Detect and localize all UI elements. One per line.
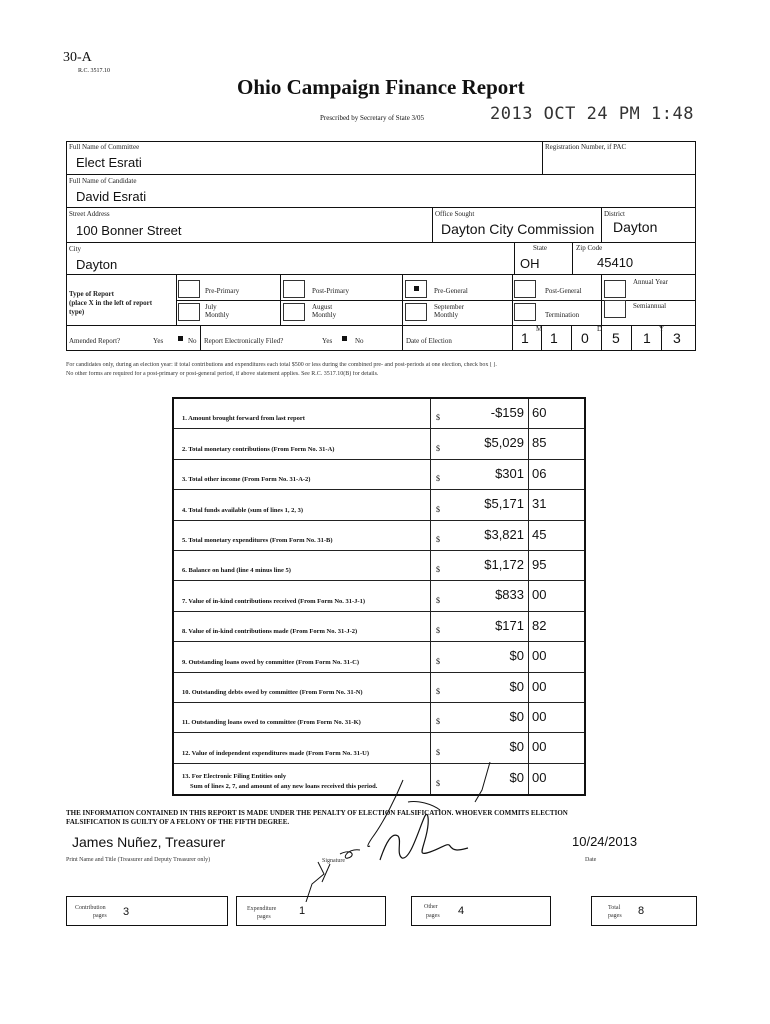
summary-row-label: 7. Value of in-kind contributions received (From Form No. 31-J-1) (182, 597, 366, 605)
page-title: Ohio Campaign Finance Report (237, 75, 525, 99)
summary-amount: $5,171 (484, 496, 524, 512)
date-label: Date (585, 857, 597, 863)
summary-row (174, 673, 584, 703)
signature-label: Signature (322, 858, 345, 864)
contribution-pages-label-2: pages (93, 913, 107, 919)
termination-label: Termination (545, 311, 580, 319)
july-monthly-checkbox[interactable] (178, 303, 200, 321)
dollar-sign: $ (436, 686, 440, 696)
candidate-name: David Esrati (76, 189, 147, 204)
summary-row (174, 581, 584, 611)
summary-cents: 00 (532, 769, 547, 785)
dollar-sign: $ (436, 474, 440, 484)
summary-row (174, 703, 584, 733)
summary-row-label: 1. Amount brought forward from last report (182, 415, 305, 423)
summary-row-label: 11. Outstanding loans owed to committee (From Form No. 31-K) (182, 719, 361, 727)
summary-row (174, 460, 584, 490)
august-label: August (312, 303, 333, 311)
electronic-no[interactable]: No (355, 337, 364, 345)
dollar-sign: $ (436, 779, 440, 789)
summary-amount: $301 (495, 465, 524, 481)
pre-primary-label: Pre-Primary (205, 287, 240, 295)
semiannual-checkbox[interactable] (604, 300, 626, 318)
rc-number: R.C. 3517.10 (78, 68, 111, 74)
summary-cents: 00 (532, 708, 547, 724)
contribution-pages-label: Contribution (75, 905, 106, 911)
office-sought: Dayton City Commission (441, 221, 595, 237)
contribution-pages-box (66, 896, 228, 926)
september-monthly-label: Monthly (434, 311, 459, 319)
dollar-sign: $ (436, 717, 440, 727)
summary-amount: $0 (509, 739, 524, 755)
dollar-sign: $ (436, 626, 440, 636)
amended-no[interactable]: No (188, 337, 197, 345)
other-pages-box (411, 896, 551, 926)
pre-primary-checkbox[interactable] (178, 280, 200, 298)
summary-cents: 00 (532, 587, 547, 603)
annual-year-label: Annual Year (633, 278, 668, 286)
form-number: 30-A (63, 50, 92, 65)
other-pages-label: Other (424, 904, 438, 910)
summary-row-label: 6. Balance on hand (line 4 minus line 5) (182, 567, 291, 575)
treasurer-name: James Nuñez, Treasurer (72, 834, 226, 850)
committee-name: Elect Esrati (76, 155, 142, 170)
street-address: 100 Bonner Street (76, 223, 182, 238)
zip-code: 45410 (597, 255, 634, 270)
electronic-no-mark-icon (342, 336, 347, 341)
summary-cents: 31 (532, 496, 547, 512)
certification-line2: FALSIFICATION IS GUILTY OF A FELONY OF THE FIFTH DEGREE. (66, 818, 290, 826)
election-date-digit: 3 (673, 330, 681, 346)
dollar-sign: $ (436, 413, 440, 423)
summary-cents: 00 (532, 678, 547, 694)
total-pages-label: Total (608, 905, 621, 911)
election-date-digit: 1 (550, 330, 558, 346)
year-label: Y (659, 325, 665, 333)
district-label: District (604, 210, 625, 218)
summary-cents: 45 (532, 526, 547, 542)
report-type-label-2: (place X in the left of report (69, 299, 153, 307)
september-monthly-checkbox[interactable] (405, 303, 427, 321)
summary-row-label: 9. Outstanding loans owed by committee (From Form No. 31-C) (182, 658, 359, 666)
summary-row (174, 490, 584, 520)
state-label: State (533, 244, 547, 252)
electronic-yes[interactable]: Yes (322, 337, 333, 345)
summary-row (174, 551, 584, 581)
registration-label: Registration Number, if PAC (545, 143, 627, 151)
summary-row (174, 399, 584, 429)
summary-row-label: 2. Total monetary contributions (From Form No. 31-A) (182, 445, 335, 453)
dollar-sign: $ (436, 504, 440, 514)
summary-amount: $0 (509, 678, 524, 694)
checked-mark-icon (414, 286, 419, 291)
signature-date: 10/24/2013 (572, 834, 638, 849)
post-primary-label: Post-Primary (312, 287, 349, 295)
city: Dayton (76, 257, 118, 272)
election-date-digit: 0 (581, 330, 589, 346)
amended-yes[interactable]: Yes (153, 337, 164, 345)
annual-checkbox[interactable] (604, 280, 626, 298)
summary-cents: 00 (532, 648, 547, 664)
pre-general-checkbox[interactable] (405, 280, 427, 298)
summary-row (174, 429, 584, 459)
signature-scribble (300, 762, 510, 902)
zip-label: Zip Code (576, 244, 603, 252)
dollar-sign: $ (436, 443, 440, 453)
contribution-pages-count: 3 (123, 906, 130, 918)
summary-amount: $3,821 (484, 526, 524, 542)
report-type-label-1: Type of Report (69, 290, 114, 298)
street-label: Street Address (69, 210, 110, 218)
election-date-digit: 5 (612, 330, 620, 346)
election-date-digit: 1 (643, 330, 651, 346)
summary-row-label: 13. For Electronic Filing Entities only (182, 773, 287, 781)
state: OH (520, 256, 540, 271)
summary-row (174, 642, 584, 672)
timestamp-stamp: 2013 OCT 24 PM 1:48 (490, 104, 694, 124)
pre-general-label: Pre-General (434, 287, 468, 295)
day-label: D (597, 325, 603, 333)
report-type-label-3: type) (69, 308, 85, 316)
amended-no-mark-icon (178, 336, 183, 341)
summary-amount: $1,172 (484, 556, 524, 572)
summary-row-label: 5. Total monetary expenditures (From Form No. 31-B) (182, 536, 333, 544)
termination-checkbox[interactable] (514, 303, 536, 321)
summary-row-label: 4. Total funds available (sum of lines 1, 2, 3) (182, 506, 303, 514)
summary-amount: $171 (495, 617, 524, 633)
print-name-label: Print Name and Title (Treasurer and Deputy Treasurer only) (66, 857, 211, 863)
expenditure-pages-box (236, 896, 386, 926)
expenditure-pages-count: 1 (299, 905, 306, 917)
prescribed-by: Prescribed by Secretary of State 3/05 (320, 114, 424, 122)
summary-amount: $0 (509, 648, 524, 664)
election-date-label: Date of Election (406, 337, 452, 345)
july-label: July (205, 303, 217, 311)
post-primary-checkbox[interactable] (283, 280, 305, 298)
total-pages-count: 8 (638, 905, 645, 917)
summary-row-label: 3. Total other income (From Form No. 31-A-2) (182, 476, 311, 484)
summary-row (174, 733, 584, 763)
summary-cents: 00 (532, 739, 547, 755)
summary-row-label: 10. Outstanding debts owed by committee (From Form No. 31-N) (182, 688, 363, 696)
other-pages-label-2: pages (426, 913, 440, 919)
election-date-digit: 1 (521, 330, 529, 346)
dollar-sign: $ (436, 595, 440, 605)
summary-amount: $833 (495, 587, 524, 603)
dollar-sign: $ (436, 747, 440, 757)
other-pages-count: 4 (458, 905, 465, 917)
electronic-label: Report Electronically Filed? (204, 337, 284, 345)
dollar-sign: $ (436, 565, 440, 575)
month-label: M (536, 325, 543, 333)
summary-amount: $5,029 (484, 435, 524, 451)
summary-cents: 82 (532, 617, 547, 633)
summary-row (174, 521, 584, 551)
july-monthly-label: Monthly (205, 311, 230, 319)
summary-cents: 06 (532, 465, 547, 481)
dollar-sign: $ (436, 534, 440, 544)
summary-row-label: 8. Value of in-kind contributions made (From Form No. 31-J-2) (182, 628, 358, 636)
summary-amount: $0 (509, 769, 524, 785)
committee-name-label: Full Name of Committee (69, 143, 140, 151)
expenditure-pages-label: Expenditure (247, 906, 277, 912)
august-monthly-checkbox[interactable] (283, 303, 305, 321)
summary-amount: $0 (509, 708, 524, 724)
post-general-checkbox[interactable] (514, 280, 536, 298)
candidate-note-line1: For candidates only, during an election year: if total contributions and expenditures each total $500 or less during the combined pre- and post-periods at one election, check box [ ]. (66, 362, 497, 368)
office-label: Office Sought (435, 210, 475, 218)
summary-row (174, 612, 584, 642)
district: Dayton (613, 219, 658, 235)
september-label: September (434, 303, 464, 311)
certification-line1: THE INFORMATION CONTAINED IN THIS REPORT IS MADE UNDER THE PENALTY OF ELECTION FALSIFICATION. WHOEVER COMMITS ELECTION (66, 809, 568, 817)
total-pages-label-2: pages (608, 913, 622, 919)
august-monthly-label: Monthly (312, 311, 337, 319)
summary-row-label-2: Sum of lines 2, 7, and amount of any new loans received this period. (190, 783, 378, 791)
summary-cents: 85 (532, 435, 547, 451)
candidate-name-label: Full Name of Candidate (69, 177, 137, 185)
dollar-sign: $ (436, 656, 440, 666)
city-label: City (69, 245, 82, 253)
summary-table (172, 397, 586, 796)
summary-amount: -$159 (490, 405, 524, 420)
summary-row-label: 12. Value of independent expenditures made (From Form No. 31-U) (182, 749, 369, 757)
summary-cents: 60 (532, 405, 547, 420)
expenditure-pages-label-2: pages (257, 914, 271, 920)
summary-cents: 95 (532, 556, 547, 572)
semiannual-label: Semiannual (633, 302, 667, 310)
total-pages-box (591, 896, 697, 926)
candidate-note-line2: No other forms are required for a post-primary or post-general period, if above statement applies. See R.C. 3517.10(B) for details. (66, 371, 379, 377)
post-general-label: Post-General (545, 287, 582, 295)
amended-label: Amended Report? (69, 337, 121, 345)
